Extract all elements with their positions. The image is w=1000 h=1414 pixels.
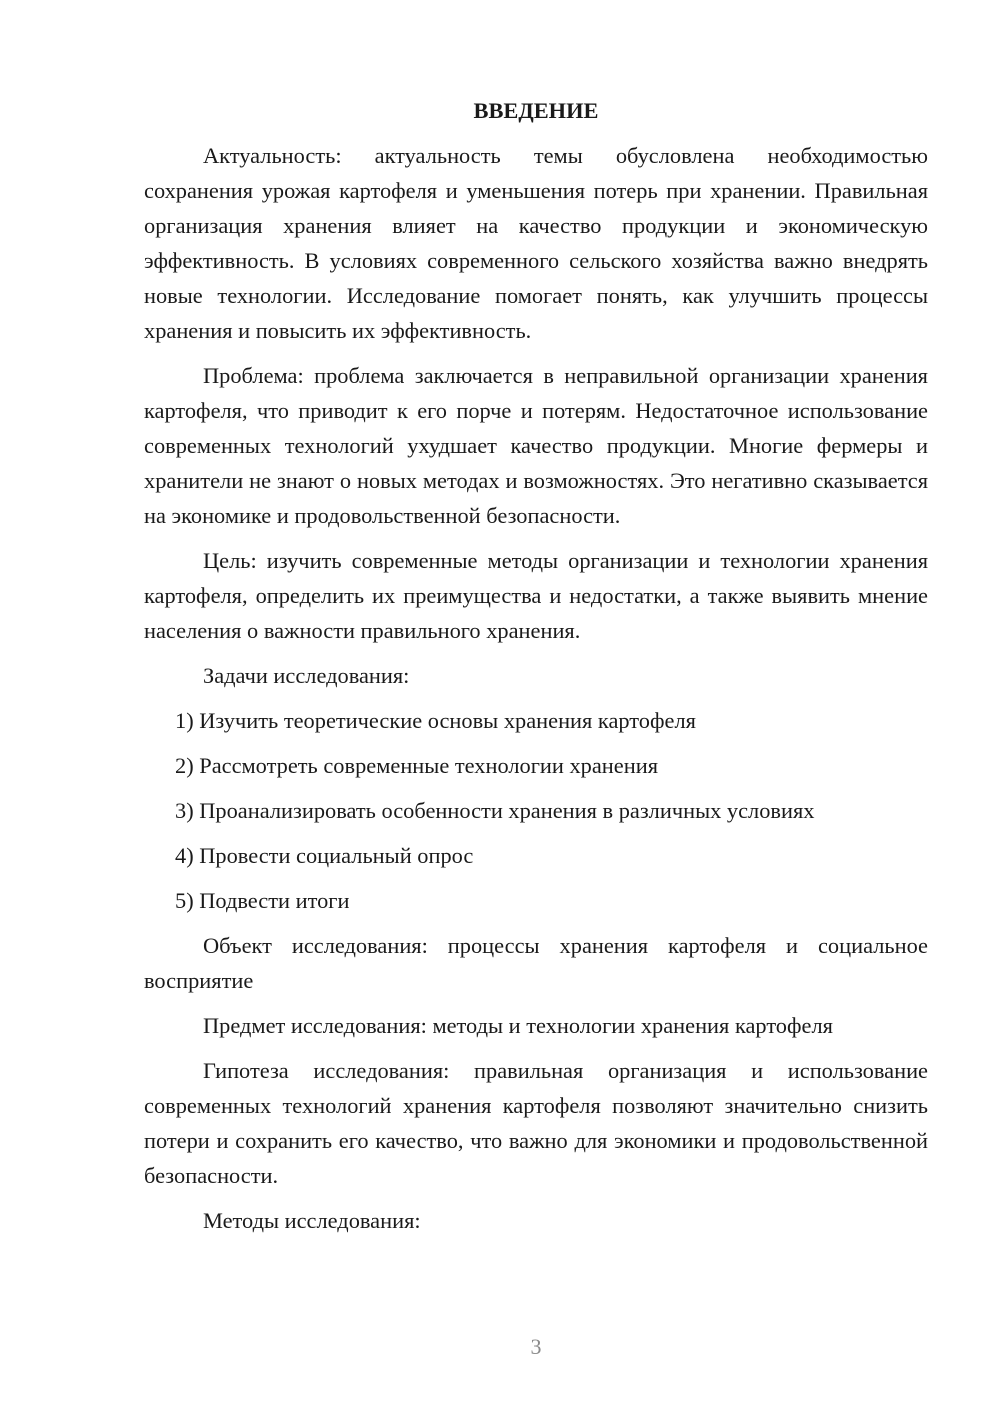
tasks-list [144, 703, 928, 918]
methods-title: Методы исследования: [203, 1208, 421, 1233]
task-item-4: 4) Провести социальный опрос [175, 843, 474, 868]
task-item-3: 3) Проанализировать особенности хранения в различных условиях [175, 798, 815, 823]
problem-paragraph: Проблема: проблема заключается в неправильной организации хранения картофеля, что приводит к его порче и потерям. Недостаточное использование современных технологий ухудшает качество продукции. Многие фермеры и хранители не знают о новых методах и возможностях. Это негативно сказывается на экономике и продовольственной безопасности. [144, 363, 928, 528]
hypothesis-paragraph: Гипотеза исследования: правильная организация и использование современных технологий хранения картофеля позволяют значительно снизить потери и сохранить его качество, что важно для экономики и продовольственной безопасности. [144, 1058, 928, 1188]
object-paragraph: Объект исследования: процессы хранения картофеля и социальное восприятие [144, 933, 928, 993]
subject-paragraph: Предмет исследования: методы и технологии хранения картофеля [203, 1013, 833, 1038]
goal-paragraph: Цель: изучить современные методы организации и технологии хранения картофеля, определить их преимущества и недостатки, а также выявить мнение населения о важности правильного хранения. [144, 548, 928, 643]
task-item-5: 5) Подвести итоги [175, 888, 350, 913]
task-item-1: 1) Изучить теоретические основы хранения картофеля [175, 708, 696, 733]
task-item-2: 2) Рассмотреть современные технологии хранения [175, 753, 658, 778]
page-number: 3 [530, 1334, 542, 1359]
tasks-title: Задачи исследования: [203, 663, 410, 688]
relevance-paragraph: Актуальность: актуальность темы обусловлена необходимостью сохранения урожая картофеля и уменьшения потерь при хранении. Правильная организация хранения влияет на качество продукции и экономическую эффективность. В условиях современного сельского хозяйства важно внедрять новые технологии. Исследование помогает понять, как улучшить процессы хранения и повысить их эффективность. [144, 143, 928, 343]
section-heading: ВВЕДЕНИЕ [473, 98, 599, 123]
document-body [144, 93, 928, 1248]
